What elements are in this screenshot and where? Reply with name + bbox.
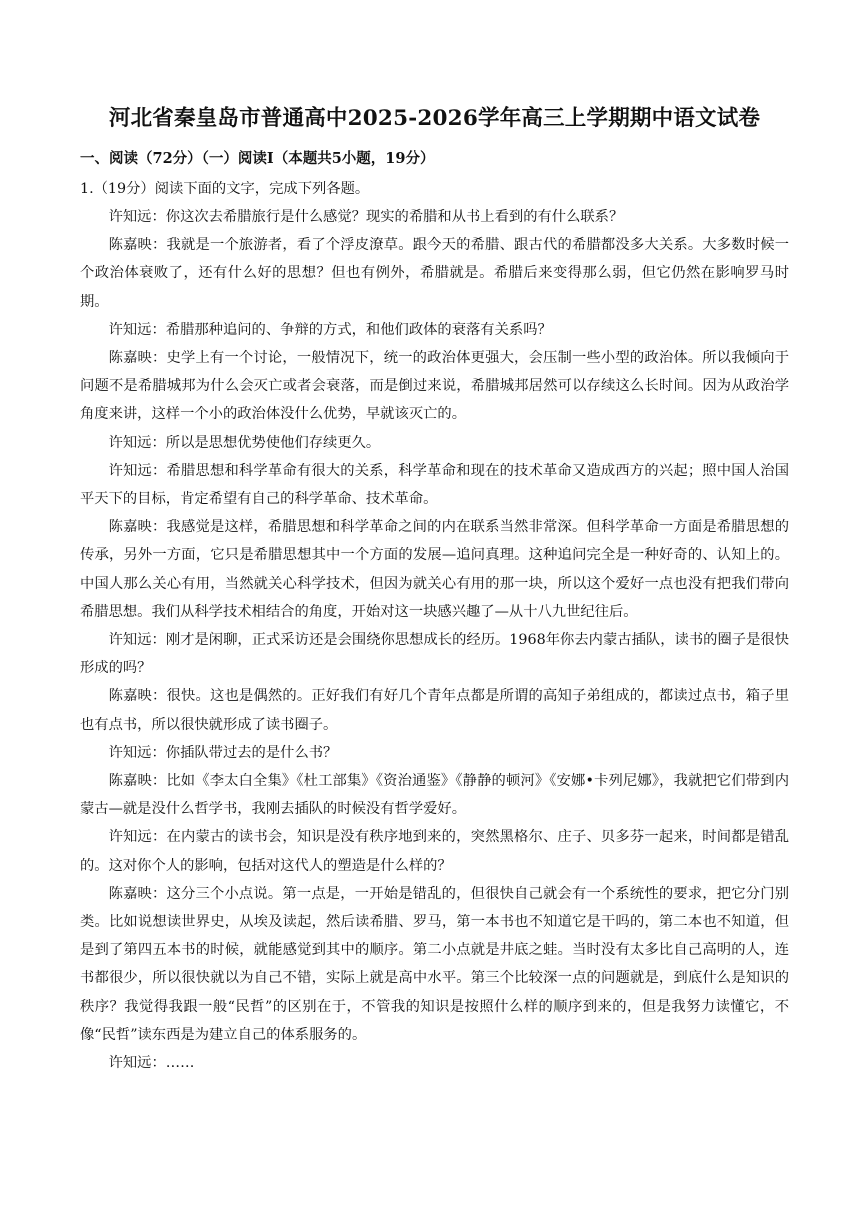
question-intro: 1.（19分）阅读下面的文字，完成下列各题。 (80, 181, 370, 197)
passage-paragraph: 许知远：在内蒙古的读书会，知识是没有秩序地到来的，突然黑格尔、庄子、贝多芬一起来，时间都是错乱的。这对你个人的影响，包括对这代人的塑造是什么样的？ (80, 829, 789, 874)
passage-paragraph: 陈嘉映：史学上有一个讨论，一般情况下，统一的政治体更强大，会压制一些小型的政治体。所以我倾向于问题不是希腊城邦为什么会灭亡或者会衰落，而是倒过来说，希腊城邦居然可以存续这么长时间。因为从政治学角度来讲，这样一个小的政治体没什么优势，早就该灭亡的。 (80, 350, 789, 423)
passage-paragraph: 陈嘉映：我感觉是这样，希腊思想和科学革命之间的内在联系当然非常深。但科学革命一方面是希腊思想的传承，另外一方面，它只是希腊思想其中一个方面的发展—追问真理。这种追问完全是一种好奇的、认知上的。中国人那么关心有用，当然就关心科学技术，但因为就关心有用的那一块，所以这个爱好一点也没有把我们带向希腊思想。我们从科学技术相结合的角度，开始对这一块感兴趣了—从十八九世纪往后。 (80, 519, 789, 620)
passage-paragraph: 许知远：希腊思想和科学革命有很大的关系，科学革命和现在的技术革命又造成西方的兴起；照中国人治国平天下的目标，肯定希望有自己的科学革命、技术革命。 (80, 462, 789, 508)
passage-paragraph: 许知远：所以是思想优势使他们存续更久。 (108, 434, 381, 451)
passage-paragraph: 许知远：…… (108, 1055, 195, 1072)
passage-paragraph: 陈嘉映：我就是一个旅游者，看了个浮皮潦草。跟今天的希腊、跟古代的希腊都没多大关系。大多数时候一个政治体衰败了，还有什么好的思想？但也有例外，希腊就是。希腊后来变得那么弱，但它仍然在影响罗马时期。 (80, 237, 789, 310)
section-heading: 一、阅读（72分）（一）阅读I（本题共5小题，19分） (80, 150, 435, 167)
passage-paragraph: 许知远：你插队带过去的是什么书？ (108, 744, 338, 761)
passage-paragraph: 许知远：你这次去希腊旅行是什么感觉？现实的希腊和从书上看到的有什么联系？ (108, 209, 624, 225)
passage-paragraph: 许知远：希腊那种追问的、争辩的方式，和他们政体的衰落有关系吗？ (108, 321, 552, 338)
passage-paragraph: 陈嘉映：这分三个小点说。第一点是，一开始是错乱的，但很快自己就会有一个系统性的要求，把它分门别类。比如说想读世界史，从埃及读起，然后读希腊、罗马，第一本书也不知道它是干吗的，第二本也不知道，但是到了第四五本书的时候，就能感觉到其中的顺序。第二小点就是井底之蛙。当时没有太多比自己高明的人，连书都很少，所以很快就以为自己不错，实际上就是高中水平。第三个比较深一点的问题就是，到底什么是知识的秩序？我觉得我跟一般“民哲”的区别在于，不管我的知识是按照什么样的顺序到来的，但是我努力读懂它，不像“民哲”读东西是为建立自己的体系服务的。 (80, 885, 789, 1043)
passage-paragraph: 陈嘉映：比如《李太白全集》《杜工部集》《资治通鉴》《静静的顿河》《安娜•卡列尼娜》，我就把它们带到内蒙古—就是没什么哲学书，我刚去插队的时候没有哲学爱好。 (80, 773, 789, 818)
passage-paragraph: 许知远：刚才是闲聊，正式采访还是会围绕你思想成长的经历。1968年你去内蒙古插队，读书的圈子是很快形成的吗？ (80, 632, 789, 677)
exam-title: 河北省秦皇岛市普通高中2025-2026学年高三上学期期中语文试卷 (108, 106, 761, 131)
passage (80, 203, 789, 1077)
passage-paragraph: 陈嘉映：很快。这也是偶然的。正好我们有好几个青年点都是所谓的高知子弟组成的，都读过点书，箱子里也有点书，所以很快就形成了读书圈子。 (80, 688, 789, 733)
